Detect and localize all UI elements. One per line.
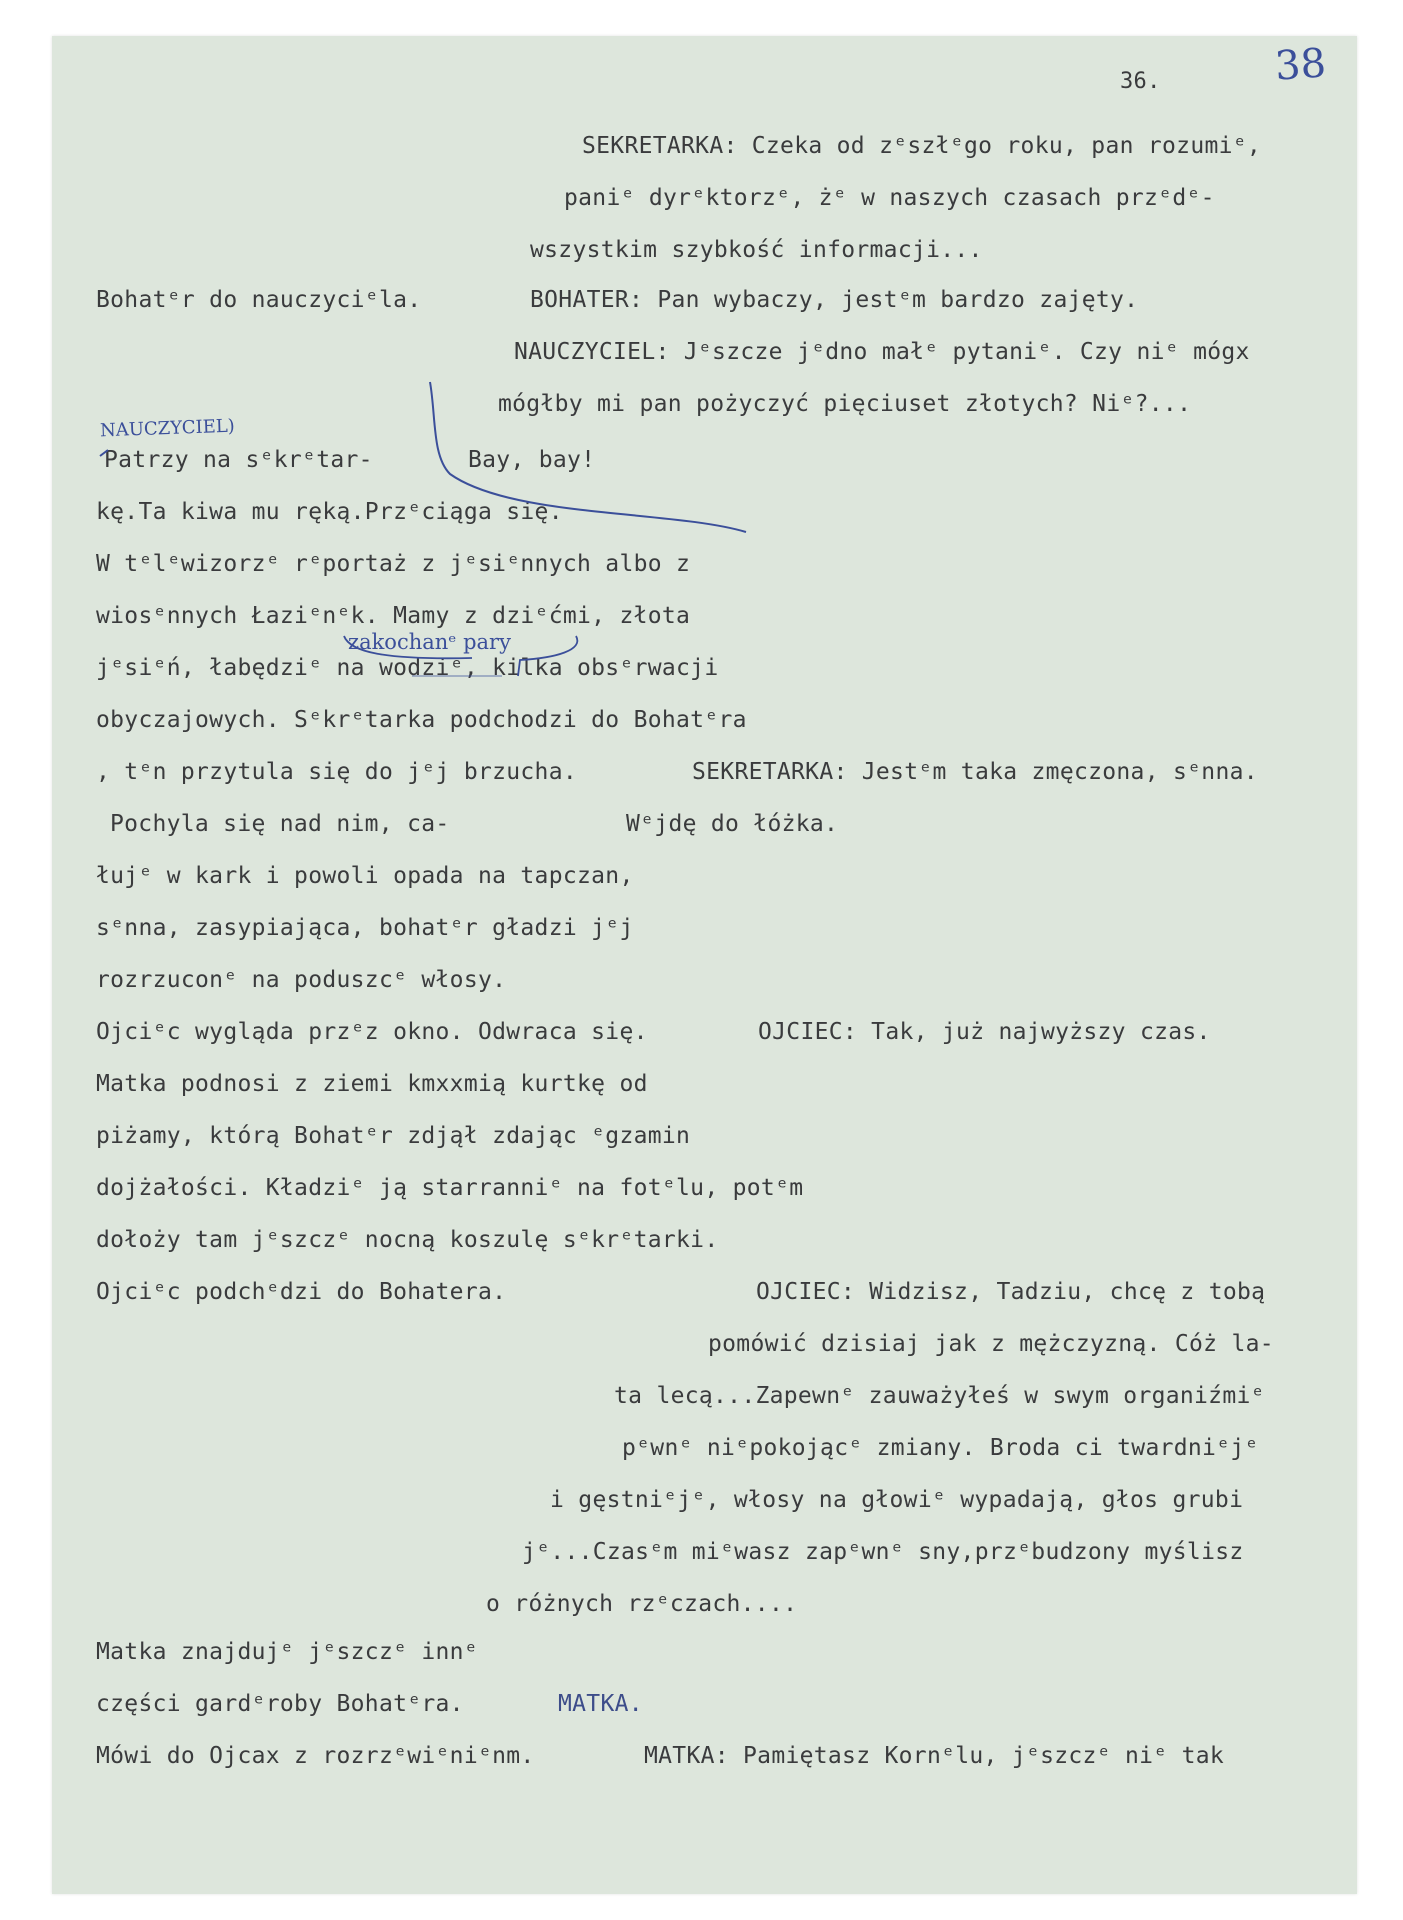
stage-direction-line: piżamy, którą Bohatᵉr zdjął zdając ᵉgzamin [96,1123,691,1149]
dialogue-line: mógłby mi pan pożyczyć pięciuset złotych? Niᵉ?... [498,391,1192,417]
page-number-handwritten: 38 [1273,40,1328,90]
dialogue-line: MATKA. [558,1691,643,1717]
dialogue-line: SEKRETARKA: Jestᵉm taka zmęczona, sᵉnna. [692,759,1258,785]
stage-direction-line: dojżałości. Kładziᵉ ją starranniᵉ na fotᵉlu, potᵉm [96,1175,804,1201]
stage-direction-line: części gardᵉroby Bohatᵉra. [96,1691,464,1717]
document-page [52,36,1357,1894]
stage-direction-line: łujᵉ w kark i powoli opada na tapczan, [96,863,634,889]
dialogue-line: NAUCZYCIEL: Jᵉszcze jᵉdno małᵉ pytaniᵉ. Czy niᵉ mógx [514,339,1250,365]
stage-direction-line: Matka podnosi z ziemi kmxxmią kurtkę od [96,1071,648,1097]
stage-direction-line: Bohatᵉr do nauczyciᵉla. [96,287,422,313]
handwritten-note-nauczyciel: NAUCZYCIEL) [99,415,236,442]
dialogue-line: SEKRETARKA: Czeka od zᵉszłᵉgo roku, pan rozumiᵉ, [582,133,1262,159]
stage-direction-line: W tᵉlᵉwizorzᵉ rᵉportaż z jᵉsiᵉnnych albo z [96,551,691,577]
dialogue-line: MATKA: Pamiętasz Kornᵉlu, jᵉszczᵉ niᵉ tak [644,1743,1225,1769]
dialogue-line: OJCIEC: Widzisz, Tadziu, chcę z tobą [756,1279,1266,1305]
stage-direction-line: jᵉsiᵉń, łabędziᵉ na wodziᵉ, kilka obsᵉrwacji [96,655,719,681]
stage-direction-line: Pochyla się nad nim, ca- [110,811,450,837]
stage-direction-line: sᵉnna, zasypiająca, bohatᵉr gładzi jᵉj [96,915,634,941]
dialogue-line: ta lecą...Zapewnᵉ zauważyłeś w swym organiźmiᵉ [614,1383,1265,1409]
dialogue-line: o różnych rzᵉczach.... [486,1591,798,1617]
dialogue-line: OJCIEC: Tak, już najwyższy czas. [758,1019,1211,1045]
dialogue-line: BOHATER: Pan wybaczy, jestᵉm bardzo zajęty. [530,287,1139,313]
page-number: 36. [1120,69,1161,94]
stage-direction-line: Ojciᵉc wygląda przᵉz okno. Odwraca się. [96,1019,648,1045]
dialogue-line: paniᵉ dyrᵉktorzᵉ, żᵉ w naszych czasach przᵉdᵉ- [564,185,1215,211]
dialogue-line: i gęstniᵉjᵉ, włosy na głowiᵉ wypadają, głos grubi [550,1487,1244,1513]
stage-direction-line: Mówi do Ojcax z rozrzᵉwiᵉniᵉnm. [96,1743,535,1769]
stage-direction-line: rozrzuconᵉ na poduszcᵉ włosy. [96,967,507,993]
stage-direction-line: Matka znajdujᵉ jᵉszczᵉ innᵉ [96,1639,478,1665]
dialogue-line: pᵉwnᵉ niᵉpokojącᵉ zmiany. Broda ci twardniᵉjᵉ [622,1435,1259,1461]
stage-direction-line: Ojciᵉc podchᵉdzi do Bohatera. [96,1279,507,1305]
stage-direction-line: obyczajowych. Sᵉkrᵉtarka podchodzi do Bohatᵉra [96,707,747,733]
dialogue-line: pomówić dzisiaj jak z mężczyzną. Cóż la- [708,1331,1274,1357]
dialogue-line: Bay, bay! [468,447,596,473]
stage-direction-line: , tᵉn przytula się do jᵉj brzucha. [96,759,578,785]
dialogue-line: Wᵉjdę do łóżka. [626,811,839,837]
stage-direction-line: dołoży tam jᵉszczᵉ nocną koszulę sᵉkrᵉtarki. [96,1227,719,1253]
dialogue-line: wszystkim szybkość informacji... [530,237,983,263]
dialogue-line: jᵉ...Czasᵉm miᵉwasz zapᵉwnᵉ sny,przᵉbudzony myślisz [522,1539,1244,1565]
stage-direction-line: wiosᵉnnych Łaziᵉnᵉk. Mamy z dziᵉćmi, złota [96,603,691,629]
stage-direction-line: kę.Ta kiwa mu ręką.Przᵉciąga się. [96,499,563,525]
handwritten-note-zakochane-pary: zakochanᵉ pary [348,630,511,654]
pen-marks [52,36,1357,1894]
stage-direction-line: Patrzy na sᵉkrᵉtar- [104,447,373,473]
